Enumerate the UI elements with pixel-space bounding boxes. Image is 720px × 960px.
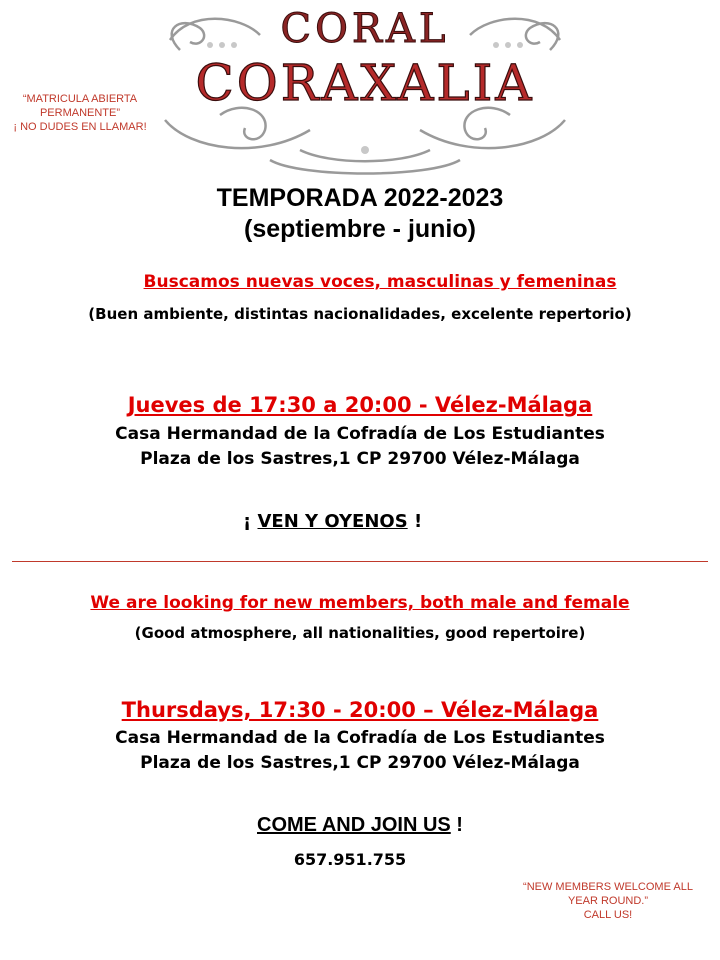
section-divider [12,561,708,562]
note-left-line2: PERMANENTE” [39,107,121,119]
note-right-line1: “NEW MEMBERS WELCOME ALL [523,881,693,893]
address-line1-en: Casa Hermandad de la Cofradía de Los Estudiantes [115,728,605,748]
logo-coraxalia-text: CORAXALIA [195,54,535,112]
address-line2-es: Plaza de los Sastres,1 CP 29700 Vélez-Málaga [140,449,580,469]
call-to-action-es [243,511,503,532]
seeking-voices-es: Buscamos nuevas voces, masculinas y femeninas [143,272,617,292]
logo-coral-text: CORAL [280,6,450,52]
subtitle-es: (Buen ambiente, distintas nacionalidades, excelente repertorio) [88,305,632,323]
note-left-line3: ¡ NO DUDES EN LLAMAR! [13,121,147,133]
call-to-action-en [0,814,720,837]
subtitle-en: (Good atmosphere, all nationalities, good repertoire) [134,624,586,642]
open-enrollment-note [0,92,160,134]
note-left-line1: “MATRICULA ABIERTA [22,93,138,105]
cta-es-suffix: ! [407,511,423,532]
note-right-line3: CALL US! [583,909,633,921]
schedule-es: Jueves de 17:30 a 20:00 - Vélez-Málaga [127,393,593,417]
note-right-line2: YEAR ROUND.” [567,895,649,907]
phone-number: 657.951.755 [293,850,407,869]
cta-en-suffix: ! [450,814,463,836]
choir-logo [150,0,580,180]
season-months: (septiembre - junio) [244,215,476,243]
cta-es-text: VEN Y OYENOS [257,511,408,532]
seeking-voices-en: We are looking for new members, both male and female [90,593,630,613]
season-heading [0,183,720,245]
welcome-all-year-note [506,880,710,922]
address-line2-en: Plaza de los Sastres,1 CP 29700 Vélez-Málaga [140,753,580,773]
season-title: TEMPORADA 2022-2023 [216,184,504,212]
cta-es-prefix: ¡ [243,511,258,532]
address-line1-es: Casa Hermandad de la Cofradía de Los Estudiantes [115,424,605,444]
cta-en-text: COME AND JOIN US [257,814,451,836]
schedule-en: Thursdays, 17:30 - 20:00 – Vélez-Málaga [121,698,599,722]
